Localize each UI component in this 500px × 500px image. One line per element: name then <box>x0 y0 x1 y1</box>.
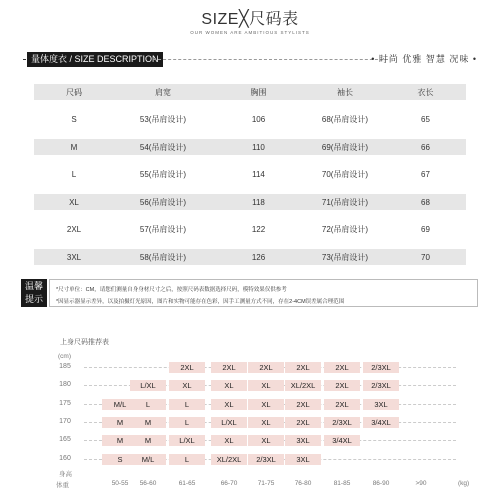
table-header-cell: 尺码 <box>34 84 114 100</box>
size-recommendation-cell: M <box>102 435 138 446</box>
size-recommendation-cell: 2XL <box>324 362 360 373</box>
x-unit-label: (kg) <box>458 480 470 487</box>
table-cell: L <box>71 170 77 179</box>
page-title: SIZE╳尺码表 <box>201 11 299 28</box>
size-recommendation-cell: XL/2XL <box>211 454 247 465</box>
height-label: 170 <box>59 418 71 425</box>
size-recommendation-cell: M <box>130 417 166 428</box>
table-cell: 73(吊肩设计) <box>305 249 385 265</box>
table-cell: 58(吊肩设计) <box>114 249 212 265</box>
table-cell: 122 <box>251 225 266 234</box>
size-recommendation-cell: L <box>169 417 205 428</box>
size-recommendation-cell: XL <box>211 435 247 446</box>
table-header-cell: 肩宽 <box>114 84 212 100</box>
size-recommendation-cell: XL <box>248 399 284 410</box>
table-header-cell: 袖长 <box>305 84 385 100</box>
size-recommendation-cell: 2/3XL <box>363 380 399 391</box>
size-recommendation-cell: 3XL <box>363 399 399 410</box>
notice-label-line2: 提示 <box>24 294 43 304</box>
weight-label: 71-75 <box>257 480 275 487</box>
brand-slogan: • 时尚 优雅 智慧 况味 • <box>371 54 477 64</box>
size-recommendation-cell: XL <box>248 380 284 391</box>
table-cell: 56(吊肩设计) <box>114 194 212 210</box>
size-recommendation-cell: XL <box>169 380 205 391</box>
size-recommendation-cell: L <box>130 399 166 410</box>
table-header-cell: 衣长 <box>385 84 466 100</box>
size-recommendation-cell: 2XL <box>169 362 205 373</box>
size-recommendation-cell: L <box>169 399 205 410</box>
weight-label: 56-60 <box>139 480 157 487</box>
table-cell: 65 <box>421 115 430 124</box>
weight-label: 86-90 <box>372 480 390 487</box>
notice-line-2: *因显示器显示差异，以及拍摄灯光原因，图片和实物可能存在色彩，因手工测量方式不同，存在2-4CM误差属合理范围 <box>56 299 345 305</box>
table-cell: 126 <box>212 249 305 265</box>
table-cell: 2XL <box>66 225 82 234</box>
size-description-badge: 量体度衣 / SIZE DESCRIPTION <box>27 52 163 67</box>
y-axis-label: 身高 <box>59 471 72 478</box>
recommend-title: 上身尺码推荐表 <box>60 339 109 346</box>
weight-label: 66-70 <box>220 480 238 487</box>
size-recommendation-cell: 2XL <box>324 399 360 410</box>
weight-label: 50-55 <box>111 480 129 487</box>
weight-label: >90 <box>415 480 427 487</box>
table-cell: 55(吊肩设计) <box>139 170 187 179</box>
size-recommendation-cell: XL/2XL <box>285 380 321 391</box>
size-recommendation-cell: 2XL <box>211 362 247 373</box>
table-cell: 70(吊肩设计) <box>321 170 369 179</box>
size-recommendation-cell: L <box>169 454 205 465</box>
table-cell: 70 <box>385 249 466 265</box>
page-subtitle: OUR WOMEN ARE AMBITIOUS STYLISTS <box>190 30 310 35</box>
size-recommendation-cell: 2/3XL <box>248 454 284 465</box>
weight-label: 76-80 <box>294 480 312 487</box>
table-cell: 106 <box>251 115 266 124</box>
table-cell: S <box>71 115 77 124</box>
size-recommendation-cell: XL <box>248 417 284 428</box>
size-recommendation-cell: M/L <box>130 454 166 465</box>
size-recommendation-cell: 2XL <box>285 399 321 410</box>
size-recommendation-cell: 3XL <box>285 435 321 446</box>
size-recommendation-cell: 2XL <box>324 380 360 391</box>
size-recommendation-cell: 2/3XL <box>324 417 360 428</box>
table-cell: 118 <box>212 194 305 210</box>
table-cell: 67 <box>421 170 430 179</box>
table-cell: 110 <box>212 139 305 155</box>
x-axis-label: 体重 <box>56 482 69 489</box>
size-recommendation-cell: 2XL <box>248 362 284 373</box>
size-recommendation-cell: L/XL <box>169 435 205 446</box>
size-recommendation-cell: M <box>102 417 138 428</box>
size-recommendation-cell: 3XL <box>285 454 321 465</box>
table-cell: 54(吊肩设计) <box>114 139 212 155</box>
table-cell: 69(吊肩设计) <box>305 139 385 155</box>
size-recommendation-cell: 2XL <box>285 362 321 373</box>
size-recommendation-cell: 3/4XL <box>324 435 360 446</box>
size-recommendation-cell: 2XL <box>285 417 321 428</box>
size-recommendation-cell: L/XL <box>130 380 166 391</box>
table-cell: 68(吊肩设计) <box>321 115 369 124</box>
size-recommendation-cell: S <box>102 454 138 465</box>
height-label: 180 <box>59 381 71 388</box>
weight-label: 61-65 <box>178 480 196 487</box>
table-cell: M <box>34 139 114 155</box>
size-recommendation-cell: XL <box>211 399 247 410</box>
height-label: 160 <box>59 455 71 462</box>
weight-label: 81-85 <box>333 480 351 487</box>
height-label: 165 <box>59 436 71 443</box>
table-cell: XL <box>34 194 114 210</box>
size-recommendation-cell: XL <box>211 380 247 391</box>
table-cell: 72(吊肩设计) <box>321 225 369 234</box>
table-cell: 71(吊肩设计) <box>305 194 385 210</box>
notice-line-1: *尺寸单位：CM，请您们测量自身身材尺寸之后，按照尺码表数据选择尺码，模特效果仅供参考 <box>56 287 287 293</box>
size-recommendation-cell: 2/3XL <box>363 362 399 373</box>
table-cell: 114 <box>252 170 265 179</box>
size-recommendation-cell: XL <box>248 435 284 446</box>
table-cell: 57(吊肩设计) <box>139 225 187 234</box>
table-cell: 66 <box>385 139 466 155</box>
height-label: 175 <box>59 400 71 407</box>
table-cell: 3XL <box>34 249 114 265</box>
size-recommendation-cell: M/L <box>102 399 138 410</box>
y-unit-label: (cm) <box>58 353 71 360</box>
size-recommendation-cell: 3/4XL <box>363 417 399 428</box>
size-recommendation-cell: M <box>130 435 166 446</box>
height-label: 185 <box>59 363 71 370</box>
table-header-cell: 胸围 <box>212 84 305 100</box>
notice-label-line1: 温馨 <box>24 281 43 291</box>
table-cell: 68 <box>385 194 466 210</box>
table-cell: 69 <box>421 225 430 234</box>
size-recommendation-cell: L/XL <box>211 417 247 428</box>
table-cell: 53(吊肩设计) <box>139 115 187 124</box>
